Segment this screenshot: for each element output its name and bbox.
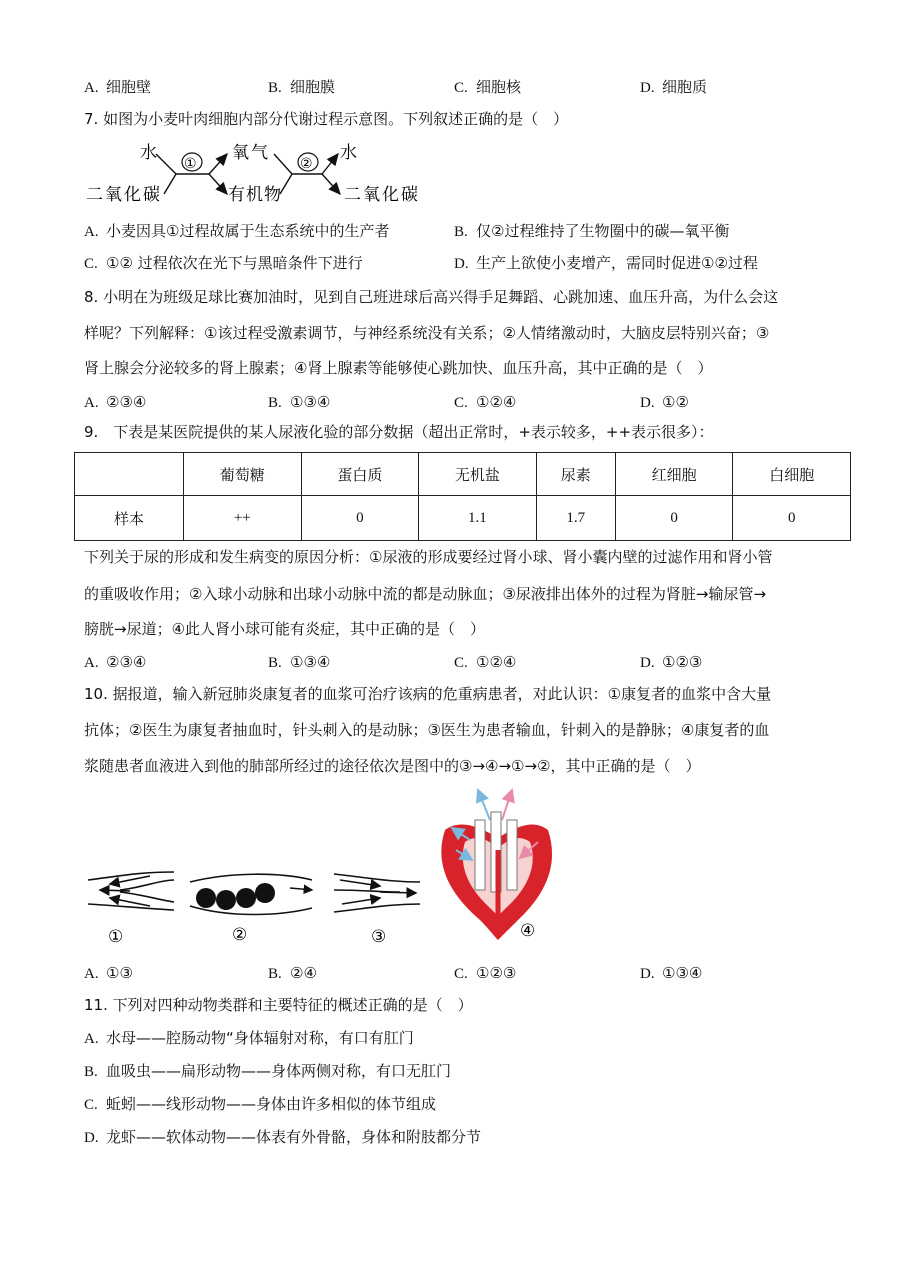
figure-label-1: ①	[108, 927, 124, 947]
diagram-water-left: 水	[140, 143, 157, 163]
option-text: 血吸虫——扁形动物——身体两侧对称，有口无肛门	[106, 1062, 452, 1080]
diagram-arrow-co2	[322, 174, 340, 194]
option-text: 细胞核	[476, 78, 522, 96]
q8-option-a[interactable]	[84, 391, 146, 414]
option-text: 仅②过程维持了生物圈中的碳—氧平衡	[476, 222, 730, 240]
diagram-arrow-oxygen	[209, 154, 227, 174]
q9-stem: 9. 下表是某医院提供的某人尿液化验的部分数据（超出正常时，+表示较多，++表示很多）：	[84, 423, 714, 441]
option-text: ①②④	[476, 653, 517, 671]
table-cell: 1.1	[419, 496, 537, 541]
option-letter: B.	[84, 1064, 98, 1080]
option-text: ①③④	[290, 393, 331, 411]
option-letter: B.	[268, 80, 282, 96]
q9-option-c[interactable]	[454, 651, 516, 674]
q9-option-a[interactable]	[84, 651, 146, 674]
option-letter: A.	[84, 395, 99, 411]
option-letter: B.	[268, 395, 282, 411]
option-letter: C.	[454, 966, 468, 982]
q6-option-c[interactable]	[454, 76, 521, 99]
option-letter: A.	[84, 655, 99, 671]
figure-label-2: ②	[232, 925, 248, 945]
q8-stem-line: 样呢？下列解释：①该过程受激素调节，与神经系统没有关系；②人情绪激动时，大脑皮层特别兴奋；③	[84, 324, 770, 342]
table-header-cell: 红细胞	[615, 453, 733, 496]
diagram-water-right: 水	[340, 143, 357, 163]
option-letter: D.	[454, 256, 469, 272]
option-text: ②③④	[106, 653, 147, 671]
table-row	[75, 496, 851, 541]
diagram-branch-line	[164, 174, 176, 194]
option-letter: D.	[640, 395, 655, 411]
q9-analysis-line: 膀胱→尿道；④此人肾小球可能有炎症，其中正确的是（ ）	[84, 620, 486, 638]
q11-option-d[interactable]	[84, 1126, 481, 1149]
option-text: ①②④	[476, 393, 517, 411]
q7-option-a[interactable]	[84, 220, 389, 243]
q11-option-a[interactable]	[84, 1027, 414, 1050]
q10-stem-line: 浆随患者血液进入到他的肺部所经过的途径依次是图中的③→④→①→②，其中正确的是（ ）	[84, 757, 701, 775]
q8-option-c[interactable]	[454, 391, 516, 414]
q11-option-c[interactable]	[84, 1093, 436, 1116]
option-letter: A.	[84, 966, 99, 982]
table-header-cell	[75, 453, 184, 496]
q7-option-c[interactable]	[84, 252, 363, 275]
option-letter: C.	[84, 1097, 98, 1113]
diagram-co2-left: 二氧化碳	[86, 185, 162, 205]
q6-option-b[interactable]	[268, 76, 335, 99]
option-text: 小麦因具①过程故属于生态系统中的生产者	[106, 222, 390, 240]
table-cell: 0	[615, 496, 733, 541]
table-cell: ++	[184, 496, 302, 541]
q8-option-d[interactable]	[640, 391, 689, 414]
vessel-2-capillary	[190, 874, 312, 914]
option-text: ①②	[662, 393, 689, 411]
q8-stem-line: 8. 小明在为班级足球比赛加油时，见到自己班进球后高兴得手足舞蹈、心跳加速、血压升高，为什么会这	[84, 288, 779, 306]
q7-option-b[interactable]	[454, 220, 729, 243]
option-text: 细胞质	[662, 78, 708, 96]
q11-stem: 11. 下列对四种动物类群和主要特征的概述正确的是（ ）	[84, 996, 473, 1014]
q10-stem-line: 10. 据报道，输入新冠肺炎康复者的血浆可治疗该病的危重病患者，对此认识：①康复者的血浆中含大量	[84, 685, 772, 703]
table-header-cell: 尿素	[536, 453, 615, 496]
q7-metabolism-diagram	[84, 138, 434, 210]
q8-stem-line: 肾上腺会分泌较多的肾上腺素；④肾上腺素等能够使心跳加快、血压升高，其中正确的是（ ）	[84, 359, 713, 377]
table-cell: 1.7	[536, 496, 615, 541]
q10-stem-line: 抗体；②医生为康复者抽血时，针头刺入的是动脉；③医生为患者输血，针刺入的是静脉；④康复者的血	[84, 721, 770, 739]
q11-option-b[interactable]	[84, 1060, 451, 1083]
option-letter: D.	[84, 1130, 99, 1146]
q6-option-a[interactable]	[84, 76, 151, 99]
diagram-process-1: ①	[184, 156, 197, 172]
option-letter: D.	[640, 80, 655, 96]
table-header-cell: 蛋白质	[301, 453, 419, 496]
option-letter: D.	[640, 655, 655, 671]
diagram-arrow-water	[322, 154, 338, 174]
q10-option-c[interactable]	[454, 962, 516, 985]
option-letter: B.	[268, 966, 282, 982]
diagram-oxygen: 氧气	[232, 143, 270, 163]
option-letter: B.	[454, 224, 468, 240]
urine-test-table	[74, 452, 851, 541]
option-letter: C.	[454, 395, 468, 411]
q10-option-a[interactable]	[84, 962, 133, 985]
diagram-branch-line	[274, 154, 292, 174]
diagram-branch-line	[280, 174, 292, 194]
figure-label-3: ③	[371, 927, 387, 947]
option-text: ①③④	[290, 653, 331, 671]
option-text: 蚯蚓——线形动物——身体由许多相似的体节组成	[106, 1095, 437, 1113]
option-letter: A.	[84, 80, 99, 96]
q6-option-d[interactable]	[640, 76, 707, 99]
option-letter: C.	[454, 655, 468, 671]
figure-label-4: ④	[520, 921, 536, 941]
option-text: ②④	[290, 964, 317, 982]
option-text: 龙虾——软体动物——体表有外骨骼，身体和附肢都分节	[106, 1128, 482, 1146]
table-cell: 0	[733, 496, 851, 541]
q10-option-d[interactable]	[640, 962, 702, 985]
option-text: 生产上欲使小麦增产，需同时促进①②过程	[476, 254, 758, 272]
option-letter: C.	[454, 80, 468, 96]
q9-analysis-line: 的重吸收作用；②入球小动脉和出球小动脉中流的都是动脉血；③尿液排出体外的过程为肾脏→输尿管→	[84, 585, 767, 603]
diagram-arrow-organic	[209, 174, 227, 194]
option-text: 细胞壁	[106, 78, 152, 96]
option-text: 水母——腔肠动物“身体辐射对称，有口有肛门	[106, 1029, 414, 1047]
option-letter: C.	[84, 256, 98, 272]
option-text: 细胞膜	[290, 78, 336, 96]
option-text: ①③	[106, 964, 133, 982]
vessel-4-heart	[441, 790, 552, 940]
option-text: ①② 过程依次在光下与黑暗条件下进行	[106, 254, 363, 272]
option-letter: B.	[268, 655, 282, 671]
q10-option-b[interactable]	[268, 962, 317, 985]
diagram-co2-right: 二氧化碳	[344, 185, 420, 205]
diagram-branch-line	[156, 154, 176, 174]
diagram-process-2: ②	[300, 156, 313, 172]
option-letter: A.	[84, 224, 99, 240]
option-text: ①②③	[662, 653, 703, 671]
option-letter: A.	[84, 1031, 99, 1047]
vessel-3-vein	[334, 874, 420, 912]
q7-option-d[interactable]	[454, 252, 758, 275]
table-header-row	[75, 453, 851, 496]
q10-blood-vessel-figure	[80, 780, 560, 950]
option-text: ①③④	[662, 964, 703, 982]
table-cell: 样本	[75, 496, 184, 541]
q8-option-b[interactable]	[268, 391, 330, 414]
table-header-cell: 白细胞	[733, 453, 851, 496]
table-header-cell: 葡萄糖	[184, 453, 302, 496]
vessel-1-artery	[88, 872, 174, 910]
table-header-cell: 无机盐	[419, 453, 537, 496]
diagram-organic: 有机物	[228, 185, 282, 205]
option-letter: D.	[640, 966, 655, 982]
option-text: ①②③	[476, 964, 517, 982]
option-text: ②③④	[106, 393, 147, 411]
q9-option-b[interactable]	[268, 651, 330, 674]
q7-stem: 7. 如图为小麦叶肉细胞内部分代谢过程示意图。下列叙述正确的是（ ）	[84, 110, 569, 128]
table-cell: 0	[301, 496, 419, 541]
q9-option-d[interactable]	[640, 651, 702, 674]
q9-analysis-line: 下列关于尿的形成和发生病变的原因分析：①尿液的形成要经过肾小球、肾小囊内壁的过滤作用和肾小管	[84, 548, 773, 566]
